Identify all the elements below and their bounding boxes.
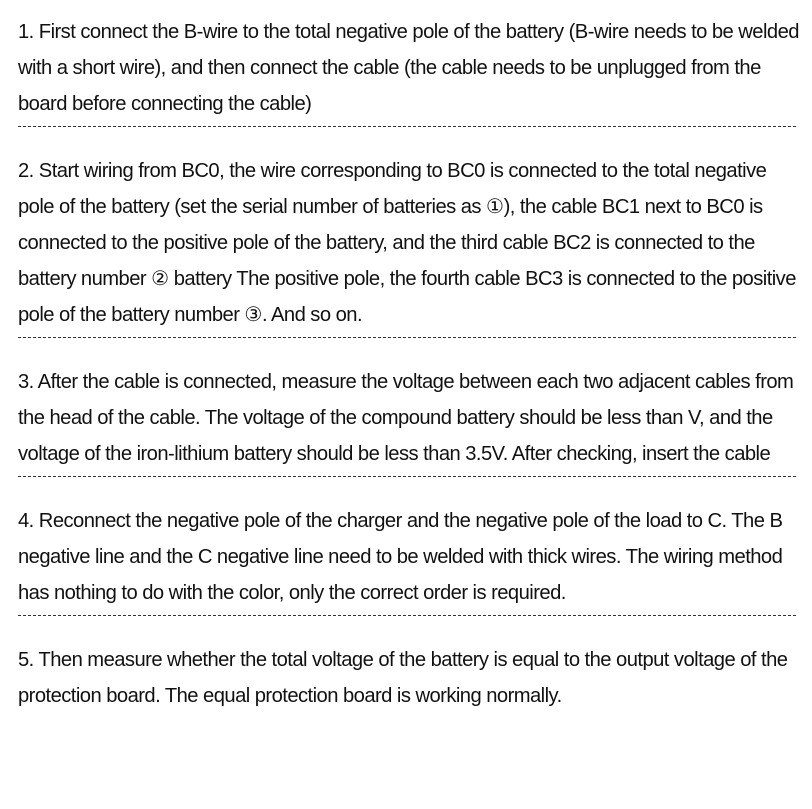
step-4-text: 4. Reconnect the negative pole of the charger and the negative pole of the load to C. The B negative line and the C negative line need to be welded with thick wires. The wiring method has nothing to do with the color, only the correct order is required. [18, 510, 783, 604]
instructions-document [18, 14, 804, 714]
step-2-text: 2. Start wiring from BC0, the wire corresponding to BC0 is connected to the total negative pole of the battery (set the serial number of batteries as ①), the cable BC1 next to BC0 is connected to the positive pole of the battery, and the third cable BC2 is connected to the battery number ② battery The positive pole, the fourth cable BC3 is connected to the positive pole of the battery number ③. And so on. [18, 160, 796, 326]
step-1-text: 1. First connect the B-wire to the total negative pole of the battery (B-wire needs to be welded with a short wire), and then connect the cable (the cable needs to be unplugged from the board before connecting the cable) [18, 21, 799, 115]
step-3-text: 3. After the cable is connected, measure the voltage between each two adjacent cables from the head of the cable. The voltage of the compound battery should be less than V, and the voltage of the iron-lithium battery should be less than 3.5V. After checking, insert the cable [18, 371, 794, 465]
step-5-text: 5. Then measure whether the total voltage of the battery is equal to the output voltage of the protection board. The equal protection board is working normally. [18, 649, 788, 707]
